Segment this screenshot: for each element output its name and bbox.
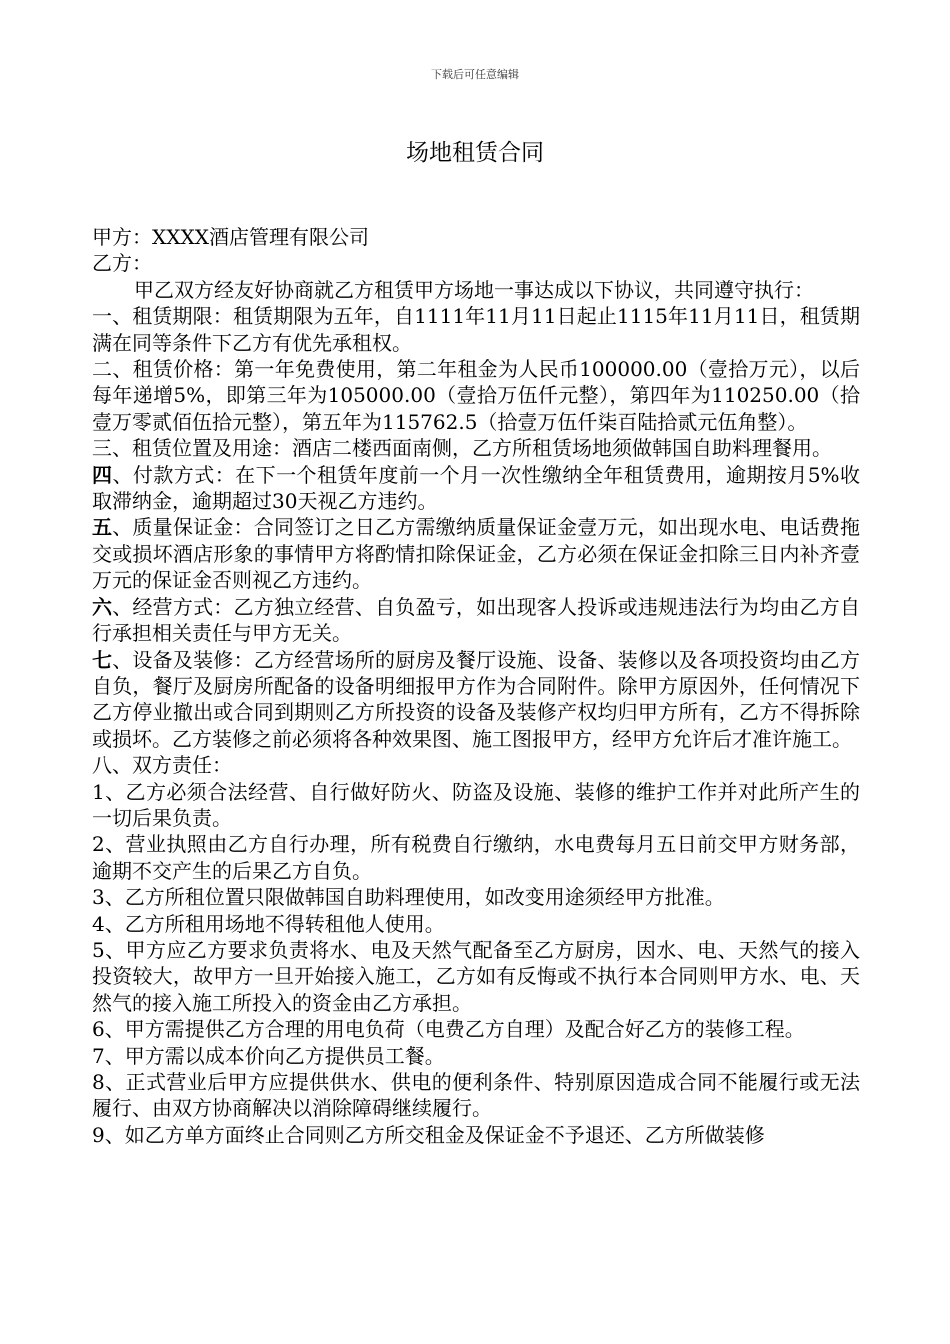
clause-number: 一 (92, 304, 113, 329)
clause-text: 、租赁位置及用途：酒店二楼西面南侧，乙方所租赁场地须做韩国自助料理餐用。 (112, 436, 832, 461)
responsibility-item: 2、营业执照由乙方自行办理，所有税费自行缴纳，水电费每月五日前交甲方财务部，逾期不交产生的后果乙方自负。 (92, 832, 860, 883)
clause-number: 六 (92, 594, 113, 619)
contract-body (92, 224, 860, 1148)
clause-7 (92, 647, 860, 753)
clause-8 (92, 752, 860, 778)
clause-text: 、付款方式：在下一个租赁年度前一个月一次性缴纳全年租赁费用，逾期按月5%收取滞纳金，逾期超过30天视乙方违约。 (92, 462, 860, 514)
party-b-line: 乙方： (92, 251, 152, 276)
clause-number: 三 (92, 436, 112, 461)
party-a-line: 甲方：XXXX酒店管理有限公司 (92, 225, 369, 249)
responsibility-item: 1、乙方必须合法经营、自行做好防火、防盗及设施、装修的维护工作并对此所产生的一切后果负责。 (92, 779, 860, 830)
clause-number: 八 (92, 753, 112, 778)
clause-number: 七 (92, 647, 113, 672)
clause-number: 二 (92, 357, 113, 382)
intro-paragraph: 甲乙双方经友好协商就乙方租赁甲方场地一事达成以下协议，共同遵守执行： (134, 277, 814, 302)
responsibility-item: 6、甲方需提供乙方合理的用电负荷（电费乙方自理）及配合好乙方的装修工程。 (92, 1017, 805, 1042)
responsibility-item: 7、甲方需以成本价向乙方提供员工餐。 (92, 1043, 445, 1068)
clause-3 (92, 435, 860, 461)
clause-6 (92, 594, 860, 647)
responsibility-item: 3、乙方所租位置只限做韩国自助料理使用，如改变用途须经甲方批准。 (92, 885, 725, 910)
clause-text: 、经营方式：乙方独立经营、自负盈亏，如出现客人投诉或违规违法行为均由乙方自行承担相关责任与甲方无关。 (92, 594, 861, 646)
clause-number: 五 (92, 515, 113, 540)
clause-text: 、租赁价格：第一年免费使用，第二年租金为人民币100000.00（壹拾万元），以后每年递增5%，即第三年为105000.00（壹拾万伍仟元整），第四年为110250.00（拾壹万零贰佰伍拾元整），第五年为115762.5（拾壹万伍仟柒百陆拾贰元伍角整）。 (92, 357, 861, 434)
responsibility-item: 4、乙方所租用场地不得转租他人使用。 (92, 911, 445, 936)
clause-number: 四 (92, 462, 113, 487)
clause-2 (92, 356, 860, 435)
clause-text: 、双方责任： (112, 753, 232, 778)
document-title: 场地租赁合同 (406, 140, 544, 166)
clause-text: 、设备及装修：乙方经营场所的厨房及餐厅设施、设备、装修以及各项投资均由乙方自负，餐厅及厨房所配备的设备明细报甲方作为合同附件。除甲方原因外，任何情况下乙方停业撤出或合同到期则乙方所投资的设备及装修产权均归甲方所有，乙方不得拆除或损坏。乙方装修之前必须将各种效果图、施工图报甲方，经甲方允许后才准许施工。 (92, 647, 861, 751)
clause-1 (92, 303, 860, 356)
responsibility-item: 8、正式营业后甲方应提供供水、供电的便利条件、特别原因造成合同不能履行或无法履行、由双方协商解决以消除障碍继续履行。 (92, 1070, 860, 1121)
clause-4 (92, 462, 860, 515)
responsibility-item: 5、甲方应乙方要求负责将水、电及天然气配备至乙方厨房，因水、电、天然气的接入投资较大，故甲方一旦开始接入施工，乙方如有反悔或不执行本合同则甲方水、电、天然气的接入施工所投入的资金由乙方承担。 (92, 937, 860, 1015)
clause-5 (92, 514, 860, 593)
clause-text: 、租赁期限：租赁期限为五年，自1111年11月11日起止1115年11月11日，租赁期满在同等条件下乙方有优先承租权。 (92, 304, 861, 355)
responsibility-item: 9、如乙方单方面终止合同则乙方所交租金及保证金不予退还、乙方所做装修 (92, 1122, 765, 1147)
header-note: 下载后可任意编辑 (431, 68, 519, 81)
clause-text: 、质量保证金：合同签订之日乙方需缴纳质量保证金壹万元，如出现水电、电话费拖交或损坏酒店形象的事情甲方将酌情扣除保证金，乙方必须在保证金扣除三日内补齐壹万元的保证金否则视乙方违约。 (92, 515, 861, 593)
